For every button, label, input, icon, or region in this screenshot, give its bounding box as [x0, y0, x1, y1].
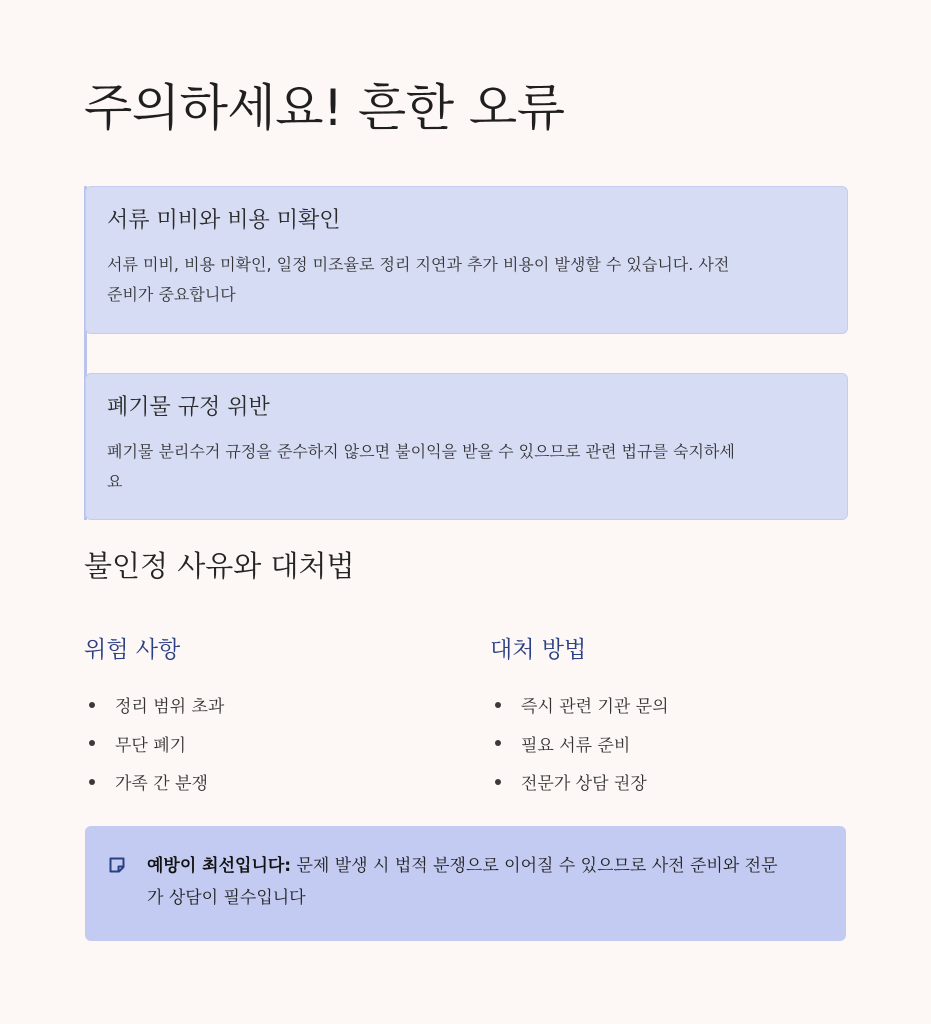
- list-item: [84, 763, 424, 802]
- bullet-icon: [89, 702, 95, 708]
- bullet-icon: [495, 779, 501, 785]
- list-item: [490, 686, 830, 725]
- prevention-callout: [85, 826, 846, 941]
- solutions-heading: 대처 방법: [490, 637, 587, 663]
- card-title: 폐기물 규정 위반: [107, 395, 270, 420]
- callout-message: 문제 발생 시 법적 분쟁으로 이어질 수 있으므로 사전 준비와 전문 가 상담이 필수입니다: [147, 856, 778, 908]
- list-item-label: 필요 서류 준비: [521, 735, 631, 756]
- card-body: 폐기물 분리수거 규정을 준수하지 않으면 불이익을 받을 수 있으므로 관련 법규를 숙지하세 요: [107, 441, 735, 491]
- bullet-icon: [89, 779, 95, 785]
- bullet-icon: [495, 702, 501, 708]
- list-item-label: 정리 범위 초과: [115, 697, 225, 718]
- list-item-label: 전문가 상담 권장: [521, 774, 647, 795]
- warning-card-waste: [85, 373, 848, 520]
- risks-column: [84, 633, 424, 801]
- risks-list: [84, 686, 424, 802]
- bullet-icon: [495, 740, 501, 746]
- callout-lead: 예방이 최선입니다:: [147, 856, 292, 876]
- callout-text: [147, 850, 778, 914]
- warning-card-documents: [85, 186, 848, 334]
- section-title: 불인정 사유와 대처법: [84, 549, 355, 583]
- solutions-column: [490, 633, 830, 801]
- card-title: 서류 미비와 비용 미확인: [107, 208, 341, 233]
- list-item: [84, 724, 424, 763]
- list-item-label: 즉시 관련 기관 문의: [521, 697, 669, 718]
- bullet-icon: [89, 740, 95, 746]
- risks-heading: 위험 사항: [84, 637, 181, 663]
- list-item: [490, 724, 830, 763]
- solutions-list: [490, 686, 830, 802]
- list-item: [490, 763, 830, 802]
- list-item-label: 가족 간 분쟁: [115, 774, 208, 795]
- list-item-label: 무단 폐기: [115, 735, 187, 756]
- card-body: 서류 미비, 비용 미확인, 일정 미조율로 정리 지연과 추가 비용이 발생할 수 있습니다. 사전 준비가 중요합니다: [107, 254, 730, 304]
- list-item: [84, 686, 424, 725]
- note-icon: [107, 855, 127, 875]
- page-title: 주의하세요! 흔한 오류: [84, 79, 565, 137]
